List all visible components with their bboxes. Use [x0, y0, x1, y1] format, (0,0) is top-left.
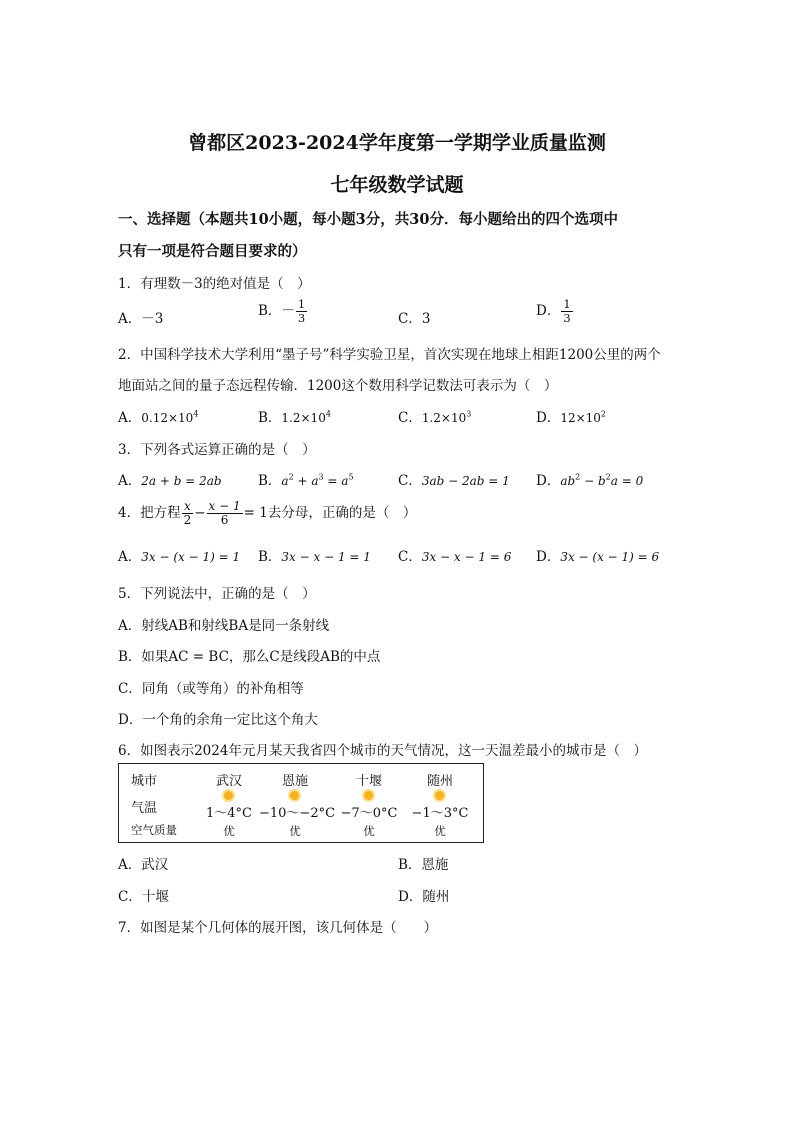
q4-stem	[118, 500, 416, 527]
city-suizhou: 随州	[426, 774, 453, 789]
q2-option-d	[536, 406, 606, 426]
q4-stem-suffix: = 1去分母，正确的是（ ）	[243, 505, 417, 521]
quality-enshi: 优	[289, 824, 301, 838]
q4-option-a	[118, 545, 240, 565]
sun-icon	[224, 791, 233, 800]
q2-stem-line2: 地面站之间的量子态远程传输．1200这个数用科学记数法可表示为（ ）	[118, 378, 558, 394]
option-expression: 3x − x − 1 = 6	[421, 550, 512, 564]
option-label: C．	[398, 549, 422, 565]
option-label: D．	[536, 473, 561, 489]
row-label-air-quality: 空气质量	[131, 823, 177, 837]
q4-fraction-1	[182, 500, 194, 527]
q6-option-a: A．武汉	[118, 857, 169, 873]
q1-stem: 1．有理数－3的绝对值是（ ）	[118, 276, 311, 292]
q5-option-b: B．如果AC = BC，那么C是线段AB的中点	[118, 649, 381, 665]
fraction-denominator: 3	[563, 311, 571, 325]
fraction-numerator: 1	[297, 297, 306, 311]
city-wuhan: 武汉	[215, 774, 242, 789]
sun-icon	[435, 791, 444, 800]
option-expression: 3x − x − 1 = 1	[281, 550, 371, 564]
row-label-temperature: 气温	[131, 801, 158, 816]
city-enshi: 恩施	[281, 774, 308, 789]
fraction-numerator: x − 1	[208, 499, 241, 513]
option-exponent: 2	[575, 472, 581, 482]
quality-wuhan: 优	[223, 824, 235, 838]
option-base: 0.12×10	[141, 411, 194, 425]
option-term: = a	[323, 474, 349, 488]
option-base: 12×10	[560, 411, 601, 425]
option-exponent: 4	[325, 409, 331, 419]
city-shiyan: 十堰	[355, 774, 382, 789]
option-label: D．	[536, 549, 561, 565]
q1-option-d-prefix: D．	[536, 303, 561, 319]
fraction-denominator: 6	[220, 513, 229, 527]
option-term: a	[281, 474, 289, 488]
option-expression: 3x − (x − 1) = 1	[141, 550, 241, 564]
q2-option-c	[398, 406, 471, 426]
option-exponent: 2	[600, 409, 607, 419]
option-exponent: 3	[466, 409, 472, 419]
sun-icon	[364, 791, 373, 800]
option-label: B．	[258, 473, 282, 489]
quality-shiyan: 优	[363, 824, 375, 838]
temp-enshi: −10～−2°C	[259, 806, 336, 821]
q2-option-a	[118, 406, 198, 426]
option-expression: 3ab − 2ab = 1	[421, 474, 510, 488]
section-heading-line2: 只有一项是符合题目要求的）	[118, 243, 307, 260]
fraction-denominator: 3	[297, 311, 306, 325]
q5-option-c: C．同角（或等角）的补角相等	[118, 681, 304, 697]
q4-option-b	[258, 545, 371, 565]
option-term: a = 0	[610, 474, 644, 488]
sun-icon	[290, 791, 299, 800]
q6-option-d: D．随州	[398, 889, 450, 905]
q7-stem: 7．如图是某个几何体的展开图，该几何体是（ ）	[118, 920, 438, 936]
fraction-numerator: 1	[563, 297, 571, 311]
q3-option-b	[258, 469, 354, 489]
q1-option-a: A．－3	[118, 311, 164, 327]
q1-option-c: C．3	[398, 311, 431, 327]
q3-option-a	[118, 469, 222, 489]
q5-option-a: A．射线AB和射线BA是同一条射线	[118, 618, 330, 634]
q4-option-c	[398, 545, 511, 565]
q4-option-d	[536, 545, 659, 565]
option-exponent: 2	[605, 472, 611, 482]
option-term: ab	[560, 474, 576, 488]
q3-stem: 3．下列各式运算正确的是（ ）	[118, 442, 316, 458]
option-exponent: 2	[288, 472, 294, 482]
option-expression: 2a + b = 2ab	[141, 474, 222, 488]
section-heading-line1: 一、选择题（本题共10小题，每小题3分，共30分．每小题给出的四个选项中	[118, 211, 618, 228]
option-label: A．	[118, 549, 142, 565]
q6-option-c: C．十堰	[118, 889, 169, 905]
option-expression: 3x − (x − 1) = 6	[560, 550, 660, 564]
q6-stem: 6．如图表示2024年元月某天我省四个城市的天气情况，这一天温差最小的城市是（ ）	[118, 743, 647, 759]
q1-option-d-fraction	[561, 298, 572, 325]
option-label: D．	[536, 410, 561, 426]
q1-option-b-prefix: B．－	[258, 303, 295, 319]
temp-suizhou: −1～3°C	[411, 806, 469, 821]
q1-option-b	[258, 298, 308, 325]
q3-option-d	[536, 469, 643, 489]
q1-option-d	[536, 298, 574, 325]
option-label: C．	[398, 410, 422, 426]
exam-title: 曾都区2023-2024学年度第一学期学业质量监测	[188, 132, 606, 154]
option-exponent: 4	[193, 409, 199, 419]
q4-fraction-2	[207, 500, 243, 527]
option-exponent: 5	[348, 472, 354, 482]
option-base: 1.2×10	[281, 411, 326, 425]
q2-stem-line1: 2．中国科学技术大学利用“墨子号”科学实验卫星，首次实现在地球上相距1200公里的两个	[118, 347, 661, 363]
option-label: B．	[258, 410, 282, 426]
option-base: 1.2×10	[421, 411, 467, 425]
option-term: + a	[293, 474, 319, 488]
option-exponent: 3	[318, 472, 324, 482]
option-label: B．	[258, 549, 282, 565]
row-label-city: 城市	[131, 774, 158, 789]
q4-stem-prefix: 4．把方程	[118, 505, 181, 521]
option-label: C．	[398, 473, 422, 489]
temp-shiyan: −7～0°C	[340, 806, 398, 821]
fraction-numerator: x	[182, 500, 194, 514]
option-label: A．	[118, 410, 142, 426]
fraction-denominator: 2	[183, 513, 192, 527]
quality-suizhou: 优	[434, 824, 446, 838]
q3-option-c	[398, 469, 510, 489]
weather-table	[118, 763, 484, 843]
q5-option-d: D．一个角的余角一定比这个角大	[118, 712, 318, 728]
q5-stem: 5．下列说法中，正确的是（ ）	[118, 586, 316, 602]
q6-option-b: B．恩施	[398, 857, 449, 873]
q4-minus: −	[194, 505, 206, 521]
temp-wuhan: 1～4°C	[206, 806, 252, 821]
q2-option-b	[258, 406, 331, 426]
exam-subtitle: 七年级数学试题	[330, 174, 464, 196]
q1-option-b-fraction	[296, 298, 307, 325]
option-label: A．	[118, 473, 142, 489]
option-term: − b	[580, 474, 606, 488]
